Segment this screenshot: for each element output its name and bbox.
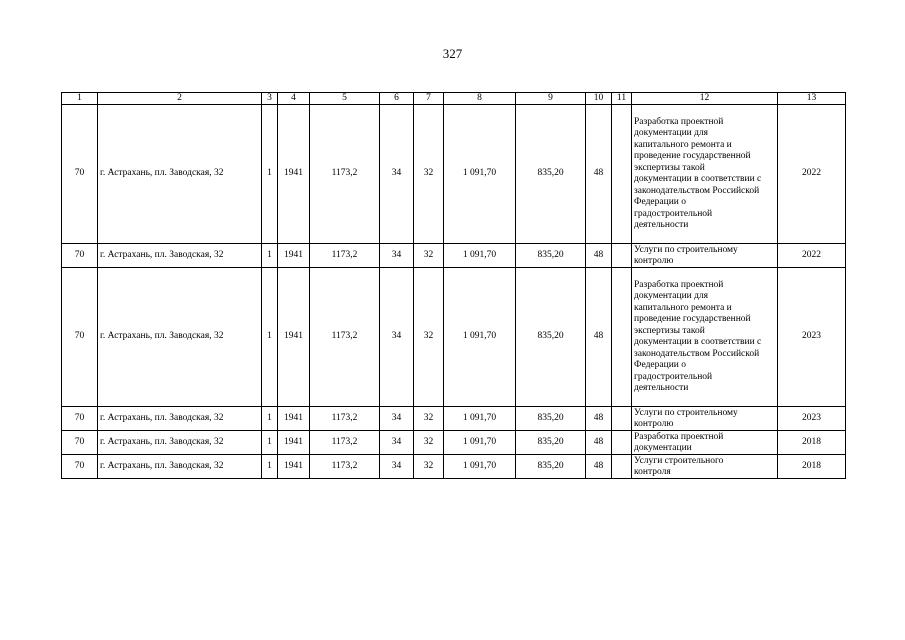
work-type-line: контролю — [634, 418, 674, 429]
area-cell: 1173,2 — [310, 431, 380, 455]
work-type-line: капитального ремонта и — [634, 139, 732, 150]
work-type-line: контролю — [634, 255, 674, 266]
column-header: 5 — [310, 93, 380, 105]
value-cell: 48 — [586, 268, 612, 407]
year-cell: 2018 — [778, 455, 846, 479]
year-built-cell: 1941 — [278, 407, 310, 431]
work-type-line: Услуги строительного — [634, 455, 724, 466]
column-header: 2 — [98, 93, 262, 105]
work-type-line: Услуги по строительному — [634, 407, 738, 418]
value-cell: 32 — [414, 407, 444, 431]
value-cell: 34 — [380, 268, 414, 407]
cost-cell: 1 091,70 — [444, 407, 516, 431]
cost-cell: 835,20 — [516, 105, 586, 244]
work-type-cell — [632, 431, 778, 455]
value-cell: 34 — [380, 105, 414, 244]
area-cell: 1173,2 — [310, 244, 380, 268]
area-cell: 1173,2 — [310, 105, 380, 244]
address-cell: г. Астрахань, пл. Заводская, 32 — [98, 431, 262, 455]
value-cell: 32 — [414, 455, 444, 479]
address-cell: г. Астрахань, пл. Заводская, 32 — [98, 244, 262, 268]
row-number-cell: 70 — [62, 431, 98, 455]
work-type-line: Разработка проектной — [634, 116, 724, 127]
empty-cell — [612, 244, 632, 268]
value-cell: 34 — [380, 431, 414, 455]
work-type-line: документации для — [634, 291, 709, 301]
cost-cell: 835,20 — [516, 244, 586, 268]
column-header: 8 — [444, 93, 516, 105]
cost-cell: 835,20 — [516, 455, 586, 479]
year-cell: 2023 — [778, 268, 846, 407]
area-cell: 1173,2 — [310, 455, 380, 479]
row-number-cell: 70 — [62, 455, 98, 479]
column-header: 7 — [414, 93, 444, 105]
count-cell: 1 — [262, 455, 278, 479]
cost-cell: 1 091,70 — [444, 244, 516, 268]
cost-cell: 1 091,70 — [444, 105, 516, 244]
area-cell: 1173,2 — [310, 407, 380, 431]
work-type-line: деятельности — [634, 383, 689, 393]
empty-cell — [612, 268, 632, 407]
row-number-cell: 70 — [62, 105, 98, 244]
count-cell: 1 — [262, 105, 278, 244]
year-built-cell: 1941 — [278, 431, 310, 455]
work-type-line: Федерации о — [634, 197, 686, 207]
count-cell: 1 — [262, 244, 278, 268]
work-type-line: документации в соответствии с — [634, 174, 762, 184]
cost-cell: 1 091,70 — [444, 431, 516, 455]
work-type-line: Услуги по строительному — [634, 244, 738, 255]
year-cell: 2023 — [778, 407, 846, 431]
work-type-cell — [632, 244, 778, 268]
area-cell: 1173,2 — [310, 268, 380, 407]
work-type-cell — [632, 407, 778, 431]
work-type-line: проведение государственной — [634, 314, 751, 324]
cost-cell: 835,20 — [516, 407, 586, 431]
work-type-line: законодательством Российской — [634, 185, 760, 196]
work-type-line: градостроительной — [634, 371, 713, 382]
empty-cell — [612, 431, 632, 455]
work-type-line: экспертизы такой — [634, 162, 705, 173]
page-number: 327 — [442, 46, 463, 61]
column-header: 9 — [516, 93, 586, 105]
year-built-cell: 1941 — [278, 268, 310, 407]
count-cell: 1 — [262, 268, 278, 407]
repair-works-table — [61, 92, 846, 479]
row-number-cell: 70 — [62, 244, 98, 268]
work-type-line: Разработка проектной — [634, 279, 724, 290]
year-built-cell: 1941 — [278, 244, 310, 268]
address-cell: г. Астрахань, пл. Заводская, 32 — [98, 455, 262, 479]
cost-cell: 835,20 — [516, 431, 586, 455]
cost-cell: 1 091,70 — [444, 455, 516, 479]
work-type-line: законодательством Российской — [634, 348, 760, 359]
value-cell: 48 — [586, 431, 612, 455]
column-header: 4 — [278, 93, 310, 105]
value-cell: 48 — [586, 455, 612, 479]
value-cell: 48 — [586, 105, 612, 244]
year-cell: 2022 — [778, 105, 846, 244]
cost-cell: 1 091,70 — [444, 268, 516, 407]
value-cell: 48 — [586, 244, 612, 268]
empty-cell — [612, 105, 632, 244]
table-row — [62, 431, 846, 455]
value-cell: 48 — [586, 407, 612, 431]
work-type-line: проведение государственной — [634, 151, 751, 161]
column-number-row — [62, 93, 846, 105]
column-header: 1 — [62, 93, 98, 105]
value-cell: 32 — [414, 244, 444, 268]
work-type-line: капитального ремонта и — [634, 302, 732, 313]
value-cell: 32 — [414, 105, 444, 244]
address-cell: г. Астрахань, пл. Заводская, 32 — [98, 407, 262, 431]
year-cell: 2022 — [778, 244, 846, 268]
cost-cell: 835,20 — [516, 268, 586, 407]
column-header: 12 — [632, 93, 778, 105]
work-type-cell — [632, 455, 778, 479]
empty-cell — [612, 455, 632, 479]
table-row — [62, 455, 846, 479]
address-cell: г. Астрахань, пл. Заводская, 32 — [98, 105, 262, 244]
year-built-cell: 1941 — [278, 455, 310, 479]
value-cell: 34 — [380, 455, 414, 479]
value-cell: 34 — [380, 244, 414, 268]
year-built-cell: 1941 — [278, 105, 310, 244]
work-type-line: Федерации о — [634, 360, 686, 370]
address-cell: г. Астрахань, пл. Заводская, 32 — [98, 268, 262, 407]
work-type-line: контроля — [634, 466, 671, 477]
value-cell: 32 — [414, 431, 444, 455]
table-row — [62, 105, 846, 244]
count-cell: 1 — [262, 431, 278, 455]
column-header: 13 — [778, 93, 846, 105]
work-type-cell — [632, 105, 778, 244]
value-cell: 34 — [380, 407, 414, 431]
work-type-line: документации — [634, 442, 692, 453]
empty-cell — [612, 407, 632, 431]
work-type-cell — [632, 268, 778, 407]
work-type-line: градостроительной — [634, 208, 713, 219]
value-cell: 32 — [414, 268, 444, 407]
year-cell: 2018 — [778, 431, 846, 455]
table-row — [62, 244, 846, 268]
column-header: 11 — [612, 93, 632, 105]
table-row — [62, 268, 846, 407]
work-type-line: экспертизы такой — [634, 325, 705, 336]
column-header: 10 — [586, 93, 612, 105]
work-type-line: Разработка проектной — [634, 431, 724, 442]
table-row — [62, 407, 846, 431]
count-cell: 1 — [262, 407, 278, 431]
work-type-line: деятельности — [634, 220, 689, 230]
work-type-line: документации в соответствии с — [634, 337, 762, 347]
column-header: 6 — [380, 93, 414, 105]
row-number-cell: 70 — [62, 407, 98, 431]
column-header: 3 — [262, 93, 278, 105]
work-type-line: документации для — [634, 128, 709, 138]
row-number-cell: 70 — [62, 268, 98, 407]
